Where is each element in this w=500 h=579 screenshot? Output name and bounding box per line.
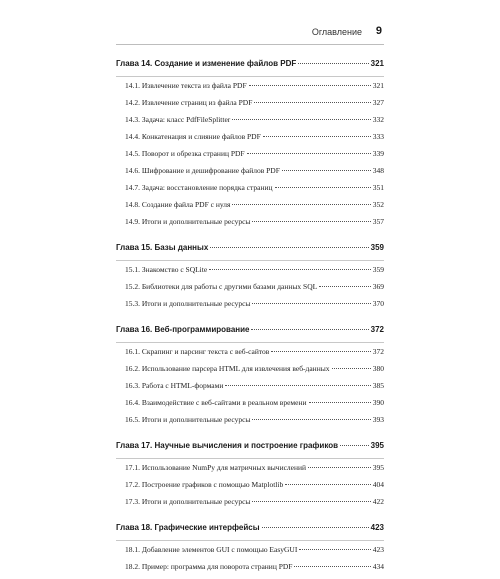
dot-leader <box>309 402 371 403</box>
section-title: 17.3. Итоги и дополнительные ресурсы <box>125 497 251 506</box>
section-entry[interactable] <box>116 200 384 217</box>
section-title: 18.1. Добавление элементов GUI с помощью EasyGUI <box>125 545 298 554</box>
dot-leader <box>294 566 370 567</box>
section-entry[interactable] <box>116 149 384 166</box>
dot-leader <box>209 269 371 270</box>
section-page: 380 <box>372 364 384 373</box>
section-page: 357 <box>372 217 384 226</box>
chapter-entry[interactable] <box>116 438 384 458</box>
chapter-page: 359 <box>370 243 384 252</box>
chapter-entry[interactable] <box>116 240 384 260</box>
section-entry[interactable] <box>116 282 384 299</box>
section-entry[interactable] <box>116 265 384 282</box>
section-page: 370 <box>372 299 384 308</box>
section-page: 390 <box>372 398 384 407</box>
section-entry[interactable] <box>116 381 384 398</box>
dot-leader <box>252 303 370 304</box>
section-page: 372 <box>372 347 384 356</box>
chapter-title: Глава 16. Веб-программирование <box>116 325 250 334</box>
section-entry[interactable] <box>116 299 384 316</box>
section-title: 15.1. Знакомство с SQLite <box>125 265 208 274</box>
section-title: 16.1. Скрапинг и парсинг текста с веб-сайтов <box>125 347 270 356</box>
chapter-entry[interactable] <box>116 56 384 76</box>
section-page: 369 <box>372 282 384 291</box>
section-entry[interactable] <box>116 98 384 115</box>
dot-leader <box>263 136 371 137</box>
chapter-title: Глава 15. Базы данных <box>116 243 209 252</box>
section-page: 321 <box>372 81 384 90</box>
section-entry[interactable] <box>116 347 384 364</box>
chapter-separator <box>116 260 384 261</box>
chapter-title: Глава 17. Научные вычисления и построение графиков <box>116 441 339 450</box>
section-page: 351 <box>372 183 384 192</box>
section-title: 14.6. Шифрование и дешифрование файлов PDF <box>125 166 280 175</box>
section-entry[interactable] <box>116 115 384 132</box>
dot-leader <box>271 351 370 352</box>
dot-leader <box>275 187 371 188</box>
section-title: 15.2. Библиотеки для работы с другими базами данных SQL <box>125 282 318 291</box>
section-entry[interactable] <box>116 463 384 480</box>
section-title: 16.3. Работа с HTML-формами <box>125 381 224 390</box>
section-page: 404 <box>372 480 384 489</box>
section-title: 14.2. Извлечение страниц из файла PDF <box>125 98 253 107</box>
dot-leader <box>252 221 370 222</box>
dot-leader <box>308 467 371 468</box>
section-title: 16.5. Итоги и дополнительные ресурсы <box>125 415 251 424</box>
section-entry[interactable] <box>116 415 384 432</box>
section-title: 14.3. Задача: класс PdfFileSplitter <box>125 115 231 124</box>
dot-leader <box>299 549 370 550</box>
chapter-title: Глава 14. Создание и изменение файлов PDF <box>116 59 297 68</box>
page-number: 9 <box>375 25 382 37</box>
dot-leader <box>298 63 368 64</box>
dot-leader <box>340 445 369 446</box>
section-page: 332 <box>372 115 384 124</box>
section-entry[interactable] <box>116 562 384 579</box>
section-page: 359 <box>372 265 384 274</box>
section-title: 17.2. Построение графиков с помощью Matplotlib <box>125 480 284 489</box>
dot-leader <box>232 119 370 120</box>
chapter-separator <box>116 458 384 459</box>
section-title: 14.5. Поворот и обрезка страниц PDF <box>125 149 245 158</box>
section-entry[interactable] <box>116 398 384 415</box>
section-page: 385 <box>372 381 384 390</box>
section-entry[interactable] <box>116 217 384 234</box>
chapter-title: Глава 18. Графические интерфейсы <box>116 523 260 532</box>
chapter-entry[interactable] <box>116 322 384 342</box>
section-entry[interactable] <box>116 166 384 183</box>
section-title: 15.3. Итоги и дополнительные ресурсы <box>125 299 251 308</box>
section-page: 423 <box>372 545 384 554</box>
section-page: 422 <box>372 497 384 506</box>
dot-leader <box>262 527 369 528</box>
section-entry[interactable] <box>116 183 384 200</box>
chapter-page: 423 <box>370 523 384 532</box>
dot-leader <box>252 419 370 420</box>
page-header <box>116 22 384 45</box>
chapter-page: 372 <box>370 325 384 334</box>
dot-leader <box>210 247 368 248</box>
dot-leader <box>332 368 371 369</box>
chapter-page: 321 <box>370 59 384 68</box>
section-entry[interactable] <box>116 480 384 497</box>
section-title: 14.7. Задача: восстановление порядка страниц <box>125 183 273 192</box>
section-title: 17.1. Использование NumPy для матричных вычислений <box>125 463 307 472</box>
section-title: 16.2. Использование парсера HTML для извлечения веб-данных <box>125 364 330 373</box>
running-title: Оглавление <box>311 27 362 37</box>
section-page: 393 <box>372 415 384 424</box>
dot-leader <box>252 501 370 502</box>
table-of-contents <box>116 56 384 579</box>
section-entry[interactable] <box>116 545 384 562</box>
dot-leader <box>225 385 370 386</box>
section-title: 14.1. Извлечение текста из файла PDF <box>125 81 247 90</box>
section-entry[interactable] <box>116 364 384 381</box>
chapter-separator <box>116 540 384 541</box>
section-title: 14.9. Итоги и дополнительные ресурсы <box>125 217 251 226</box>
section-page: 327 <box>372 98 384 107</box>
section-entry[interactable] <box>116 132 384 149</box>
dot-leader <box>247 153 371 154</box>
section-page: 339 <box>372 149 384 158</box>
section-page: 395 <box>372 463 384 472</box>
dot-leader <box>249 85 371 86</box>
dot-leader <box>282 170 371 171</box>
dot-leader <box>254 102 370 103</box>
section-entry[interactable] <box>116 81 384 98</box>
section-page: 333 <box>372 132 384 141</box>
section-page: 434 <box>372 562 384 571</box>
chapter-entry[interactable] <box>116 520 384 540</box>
dot-leader <box>319 286 371 287</box>
section-title: 16.4. Взаимодействие с веб-сайтами в реальном времени <box>125 398 307 407</box>
section-title: 14.4. Конкатенация и слияние файлов PDF <box>125 132 261 141</box>
section-page: 352 <box>372 200 384 209</box>
chapter-page: 395 <box>370 441 384 450</box>
section-page: 348 <box>372 166 384 175</box>
chapter-separator <box>116 76 384 77</box>
section-title: 18.2. Пример: программа для поворота страниц PDF <box>125 562 293 571</box>
section-title: 14.8. Создание файла PDF с нуля <box>125 200 231 209</box>
dot-leader <box>232 204 370 205</box>
dot-leader <box>285 484 371 485</box>
chapter-separator <box>116 342 384 343</box>
dot-leader <box>251 329 368 330</box>
